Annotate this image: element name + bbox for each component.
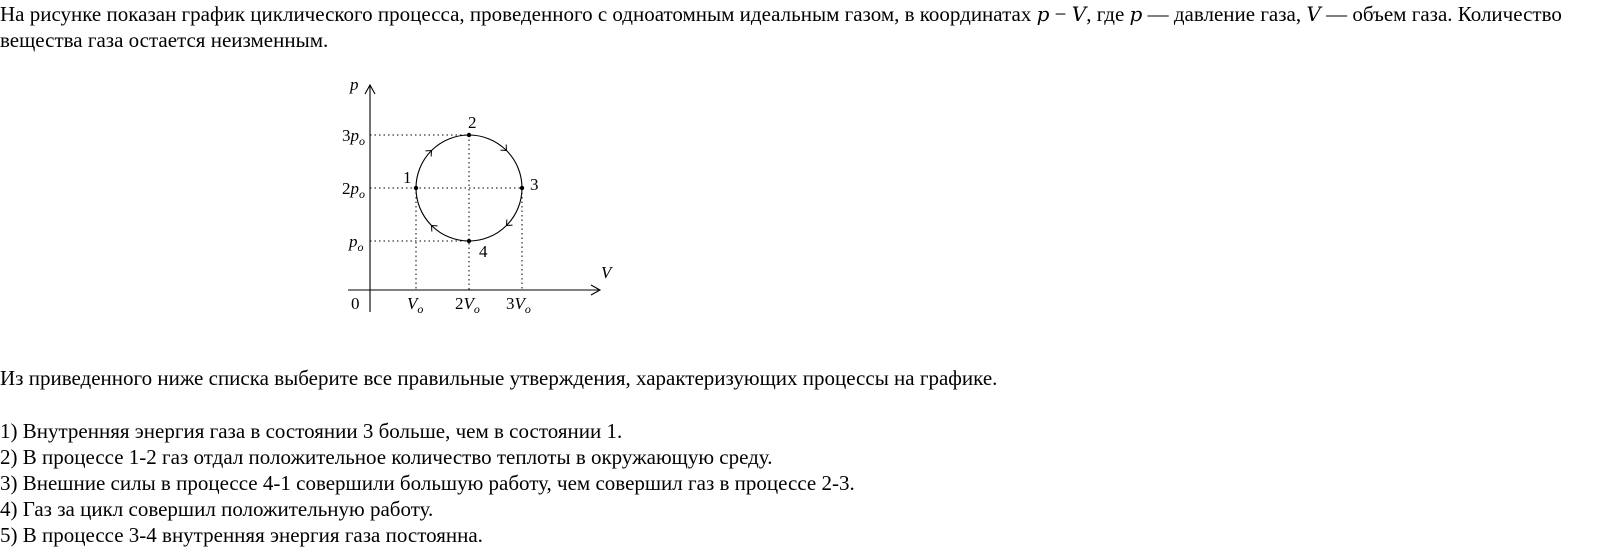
state-point-1 (414, 186, 418, 190)
volume-symbol: V (1071, 2, 1087, 26)
option-3: 3) Внешние силы в процессе 4-1 совершили большую работу, чем совершил газ в процессе 2-3. (0, 471, 855, 495)
question-text: Из приведенного ниже списка выберите все правильные утверждения, характеризующих процессы на графике. (0, 366, 998, 390)
p-tick-p0-symbol: p (349, 232, 358, 251)
p-tick-p0 (348, 232, 364, 254)
volume-symbol-2: V (1306, 2, 1321, 26)
v-tick-3v0 (506, 294, 531, 316)
p-tick-3p0-sub: o (359, 134, 365, 148)
v-tick-2v0-coef: 2 (455, 294, 464, 313)
pressure-symbol-2: p (1129, 2, 1143, 26)
problem-intro (0, 1, 1590, 53)
minus-sign: − (1049, 2, 1072, 26)
p-tick-3p0 (342, 126, 365, 148)
options-list (0, 418, 855, 548)
v-tick-v0-sub: o (417, 302, 424, 316)
v-tick-2v0-symbol: V (463, 294, 474, 313)
origin-label: 0 (351, 294, 360, 313)
p-tick-p0-sub: o (357, 240, 364, 254)
v-tick-3v0-symbol: V (514, 294, 525, 313)
option-5: 5) В процессе 3-4 внутренняя энергия газа постоянна. (0, 523, 483, 547)
p-tick-2p0-coef: 2 (342, 179, 351, 198)
option-2: 2) В процессе 1-2 газ отдал положительное количество теплоты в окружающую среду. (0, 445, 773, 469)
state-label-3: 3 (530, 175, 539, 194)
v-tick-2v0-sub: o (473, 302, 480, 316)
state-label-2: 2 (468, 113, 477, 132)
state-point-4 (467, 239, 471, 243)
v-tick-3v0-coef: 3 (506, 294, 515, 313)
state-point-2 (467, 133, 471, 137)
p-tick-2p0 (342, 179, 365, 201)
option-1: 1) Внутренняя энергия газа в состоянии 3 больше, чем в состоянии 1. (0, 419, 623, 443)
pv-diagram-svg (330, 66, 630, 322)
v-tick-3v0-sub: o (524, 302, 531, 316)
intro-text-2: , где (1086, 2, 1130, 26)
p-axis-label: p (350, 75, 359, 94)
state-label-4: 4 (479, 242, 488, 261)
pv-cycle-diagram (330, 66, 630, 322)
v-tick-v0 (407, 294, 423, 316)
p-tick-3p0-coef: 3 (342, 126, 351, 145)
p-tick-3p0-symbol: p (350, 126, 359, 145)
intro-text-4: — объем газа. Количество вещества газа остается неизменным. (0, 2, 1562, 52)
pressure-symbol: p (1036, 2, 1050, 26)
p-tick-2p0-sub: o (359, 187, 365, 201)
v-tick-2v0 (455, 294, 480, 316)
intro-text-1: На рисунке показан график циклического процесса, проведенного с одноатомным идеальным газом, в координатах (0, 2, 1037, 26)
p-tick-2p0-symbol: p (350, 179, 359, 198)
state-label-1: 1 (403, 168, 412, 187)
intro-text-3: — давление газа, (1142, 2, 1307, 26)
state-point-3 (520, 186, 524, 190)
v-tick-v0-symbol: V (407, 294, 418, 313)
option-4: 4) Газ за цикл совершил положительную работу. (0, 497, 434, 521)
dotted-guides (370, 135, 522, 290)
v-axis-label: V (601, 263, 612, 282)
